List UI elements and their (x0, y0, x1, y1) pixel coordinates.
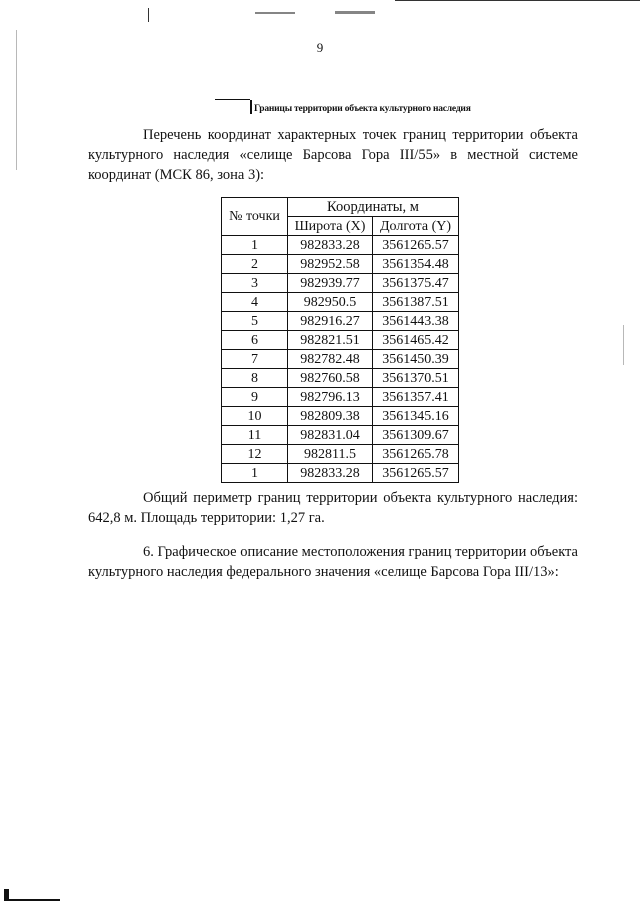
latitude-cell: 982916.27 (288, 312, 373, 331)
point-cell: 5 (222, 312, 288, 331)
latitude-cell: 982760.58 (288, 369, 373, 388)
table-row (222, 255, 459, 274)
col-y-header: Долгота (Y) (373, 217, 459, 236)
longitude-cell: 3561450.39 (373, 350, 459, 369)
col-x-header: Широта (X) (288, 217, 373, 236)
table-row (222, 274, 459, 293)
longitude-cell: 3561387.51 (373, 293, 459, 312)
perimeter-paragraph: Общий периметр границ территории объекта культурного наследия: 642,8 м. Площадь территории: 1,27 га. (88, 490, 578, 526)
point-cell: 4 (222, 293, 288, 312)
longitude-cell: 3561370.51 (373, 369, 459, 388)
latitude-cell: 982796.13 (288, 388, 373, 407)
table-row (222, 369, 459, 388)
table-row (222, 293, 459, 312)
table-body (222, 236, 459, 483)
section-header (215, 98, 471, 114)
point-cell: 6 (222, 331, 288, 350)
header-rule (215, 99, 250, 100)
point-cell: 8 (222, 369, 288, 388)
table-row (222, 445, 459, 464)
point-cell: 12 (222, 445, 288, 464)
latitude-cell: 982821.51 (288, 331, 373, 350)
longitude-cell: 3561443.38 (373, 312, 459, 331)
table-row (222, 236, 459, 255)
corner-mark (4, 891, 60, 901)
longitude-cell: 3561375.47 (373, 274, 459, 293)
longitude-cell: 3561345.16 (373, 407, 459, 426)
point-cell: 9 (222, 388, 288, 407)
longitude-cell: 3561309.67 (373, 426, 459, 445)
longitude-cell: 3561357.41 (373, 388, 459, 407)
latitude-cell: 982782.48 (288, 350, 373, 369)
point-cell: 7 (222, 350, 288, 369)
point-cell: 10 (222, 407, 288, 426)
latitude-cell: 982833.28 (288, 464, 373, 483)
point-cell: 2 (222, 255, 288, 274)
longitude-cell: 3561465.42 (373, 331, 459, 350)
scan-artifact (623, 325, 624, 365)
longitude-cell: 3561354.48 (373, 255, 459, 274)
scan-artifact (395, 0, 640, 1)
latitude-cell: 982833.28 (288, 236, 373, 255)
latitude-cell: 982952.58 (288, 255, 373, 274)
page-number: 9 (316, 40, 324, 55)
coordinates-table (221, 197, 459, 483)
longitude-cell: 3561265.78 (373, 445, 459, 464)
header-bar (250, 100, 252, 114)
table-row (222, 331, 459, 350)
point-cell: 1 (222, 464, 288, 483)
intro-paragraph: Перечень координат характерных точек границ территории объекта культурного наследия «селище Барсова Гора III/55» в местной системе координат (МСК 86, зона 3): (88, 127, 578, 183)
scan-artifact (335, 11, 375, 14)
table-header-row (222, 198, 459, 217)
latitude-cell: 982809.38 (288, 407, 373, 426)
latitude-cell: 982831.04 (288, 426, 373, 445)
header-label: Границы территории объекта культурного наследия (254, 104, 471, 114)
scan-artifact (148, 8, 149, 22)
table-row (222, 464, 459, 483)
table-row (222, 426, 459, 445)
longitude-cell: 3561265.57 (373, 464, 459, 483)
section-paragraph: 6. Графическое описание местоположения границ территории объекта культурного наследия федерального значения «селище Барсова Гора III/13»: (88, 544, 578, 580)
latitude-cell: 982939.77 (288, 274, 373, 293)
table-row (222, 350, 459, 369)
col-group-header: Координаты, м (288, 198, 459, 217)
latitude-cell: 982950.5 (288, 293, 373, 312)
longitude-cell: 3561265.57 (373, 236, 459, 255)
point-cell: 1 (222, 236, 288, 255)
col-point-header: № точки (222, 198, 288, 236)
scan-artifact (255, 12, 295, 14)
table-row (222, 407, 459, 426)
table-row (222, 312, 459, 331)
table-row (222, 388, 459, 407)
latitude-cell: 982811.5 (288, 445, 373, 464)
point-cell: 3 (222, 274, 288, 293)
point-cell: 11 (222, 426, 288, 445)
